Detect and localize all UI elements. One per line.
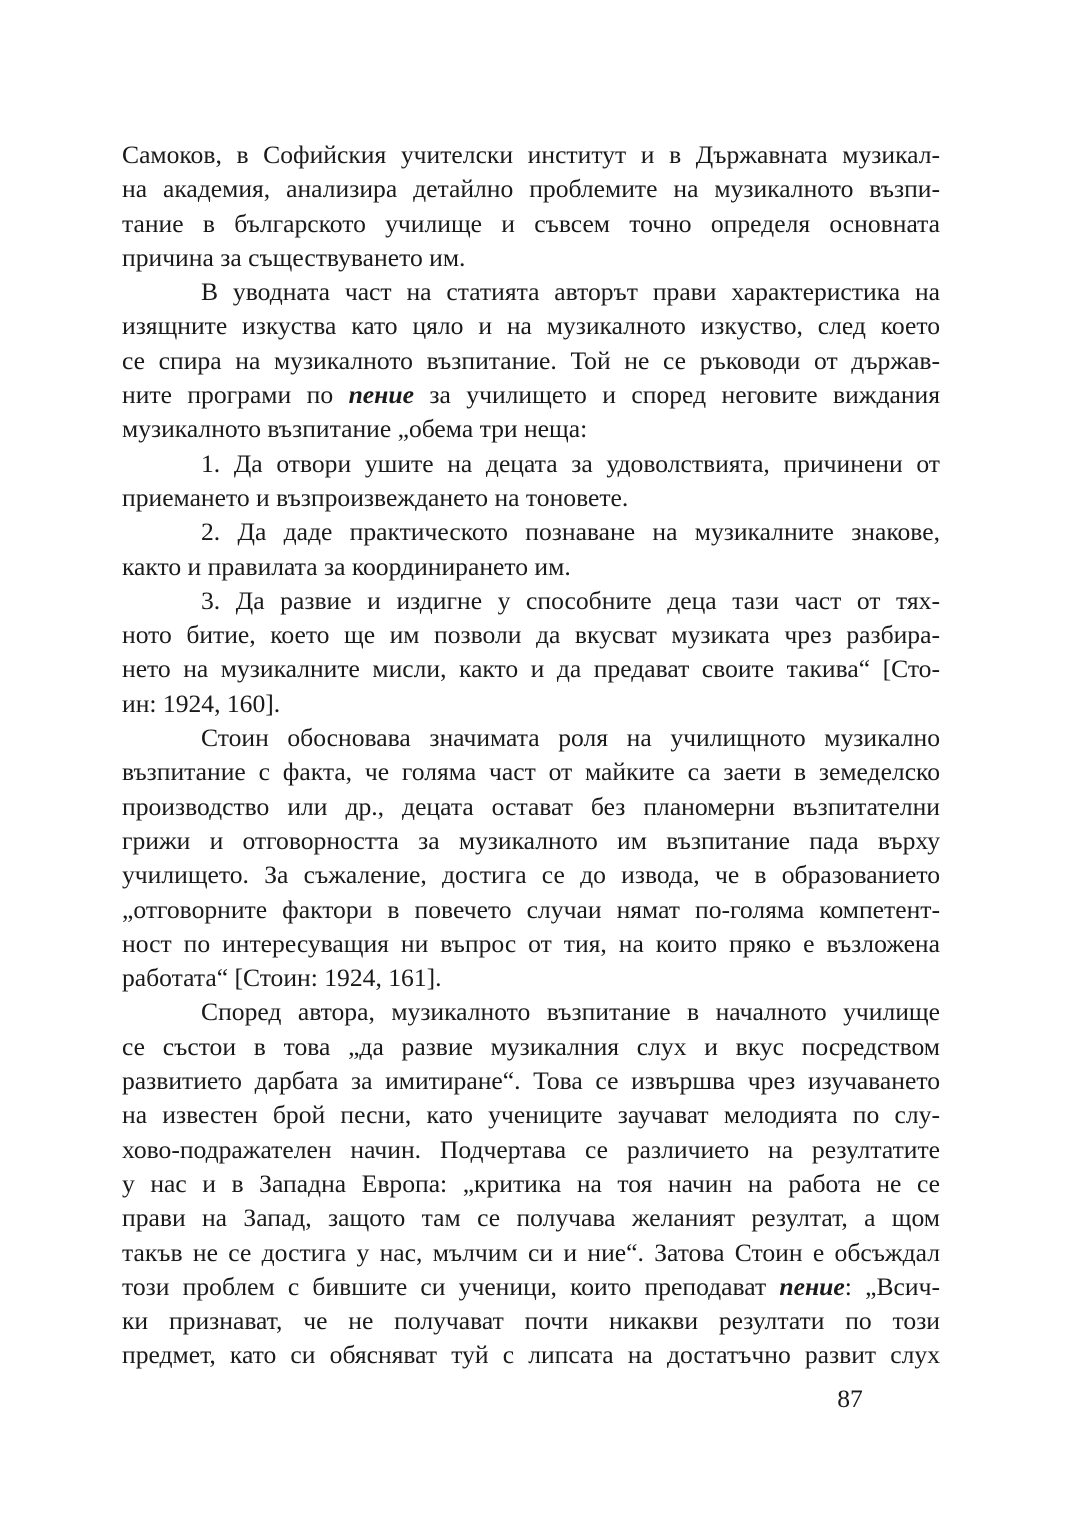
text-line: изящните изкуства като цяло и на музикалното изкуство, след което	[122, 311, 940, 341]
text-line: се състои в това „да развие музикалния слух и вкус посредством	[122, 1031, 940, 1061]
text-line: възпитание с факта, че голяма част от майките са заети в земеделско	[122, 757, 940, 787]
text-line: хово-подражателен начин. Подчертава се различието на резултатите	[122, 1134, 940, 1164]
text-line: у нас и в Западна Европа: „критика на тоя начин на работа не се	[122, 1168, 940, 1198]
page-body	[122, 138, 940, 1373]
text-line: производство или др., децата остават без планомерни възпитателни	[122, 791, 940, 821]
text-line: „отговорните фактори в повечето случаи нямат по-голяма компетент-	[122, 894, 940, 924]
emphasized-term: пение	[348, 380, 414, 410]
paragraph	[122, 721, 940, 995]
text-line: ност по интересуващия ни въпрос от тия, на които пряко е възложена	[122, 928, 940, 958]
paragraph	[122, 515, 940, 584]
text-line: музикалното възпитание „обема три неща:	[122, 414, 588, 444]
paragraph	[122, 584, 940, 721]
text-line: на академия, анализира детайлно проблемите на музикалното възпи-	[122, 174, 940, 204]
text-line: ните програми по пение за училището и според неговите виждания	[122, 380, 940, 410]
text-line: 2. Да даде практическото познаване на музикалните знакове,	[201, 517, 940, 547]
text-line: на известен брой песни, като учениците заучават мелодията по слу-	[122, 1100, 940, 1130]
text-line: Стоин обосновава значимата роля на училищното музикално	[201, 723, 940, 753]
text-line: се спира на музикалното възпитание. Той не се ръководи от държав-	[122, 345, 940, 375]
text-line: Според автора, музикалното възпитание в началното училище	[201, 997, 940, 1027]
text-line: ки признават, че не получават почти никакви резултати по този	[122, 1306, 940, 1336]
text-line: 3. Да развие и издигне у способните деца тази част от тях-	[201, 585, 940, 615]
text-line: нето на музикалните мисли, както и да предават своите такива“ [Сто-	[122, 654, 940, 684]
paragraph	[122, 138, 940, 275]
text-line: както и правилата за координирането им.	[122, 551, 571, 581]
text-line: такъв не се достига у нас, мълчим си и ние“. Затова Стоин е обсъждал	[122, 1237, 940, 1267]
text-line: В уводната част на статията авторът прави характеристика на	[201, 277, 940, 307]
text-line: причина за съществуването им.	[122, 242, 466, 272]
text-line: ин: 1924, 160].	[122, 688, 281, 718]
text-line: тание в българското училище и съвсем точно определя основната	[122, 208, 940, 238]
text-line: Самоков, в Софийския учителски институт и в Държавната музикал-	[122, 140, 940, 169]
text-line: прави на Запад, защото там се получава желаният резултат, а щом	[122, 1203, 940, 1233]
text-line: този проблем с бившите си ученици, които преподават пение: „Всич-	[122, 1271, 940, 1301]
text-line: приемането и възпроизвеждането на тоновете.	[122, 482, 629, 512]
paragraph	[122, 995, 940, 1372]
emphasized-term: пение	[779, 1271, 845, 1301]
text-line: развитието дарбата за имитиране“. Това се извършва чрез изучаването	[122, 1066, 940, 1096]
page-number: 87	[837, 1384, 863, 1413]
text-line: ното битие, което ще им позволи да вкусват музиката чрез разбира-	[122, 620, 940, 650]
text-line: 1. Да отвори ушите на децата за удоволствията, причинени от	[201, 448, 940, 478]
paragraph	[122, 275, 940, 446]
paragraph	[122, 447, 940, 516]
text-line: предмет, като си обясняват туй с липсата на достатъчно развит слух	[122, 1340, 940, 1370]
text-line: работата“ [Стоин: 1924, 161].	[122, 963, 442, 993]
text-line: грижи и отговорността за музикалното им възпитание пада върху	[122, 825, 940, 855]
text-line: училището. За съжаление, достига се до извода, че в образованието	[122, 860, 940, 890]
